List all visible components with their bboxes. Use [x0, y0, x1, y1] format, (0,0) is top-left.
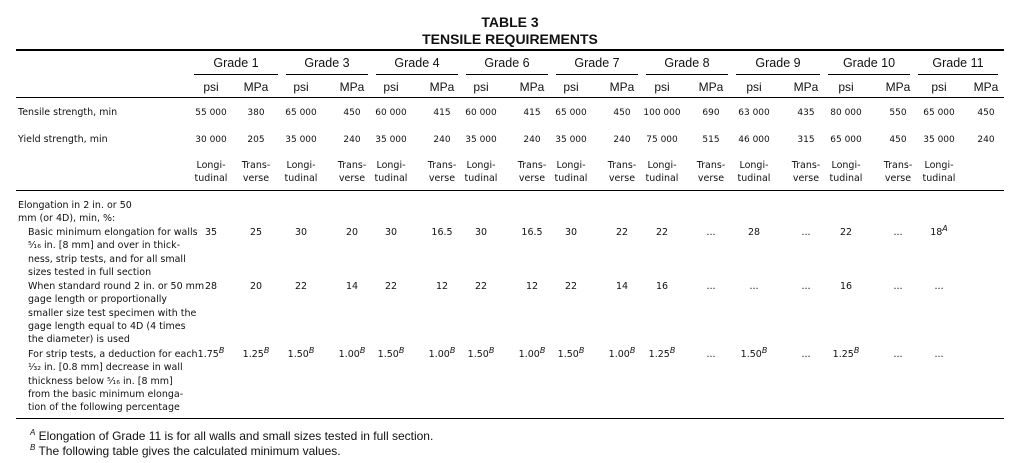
basic-elongation-value: 30 — [564, 227, 578, 238]
footnote: $^A$ Elongation of Grade 11 is for all walls and small sizes tested in full section. — [30, 428, 434, 443]
table-cell: 35 000 — [375, 135, 407, 145]
strip-deduction-value: $1.50^B$ — [467, 345, 495, 360]
unit-header: psi — [473, 80, 489, 94]
round-elongation-value: ... — [749, 281, 759, 292]
strip-deduction-value: $1.75^B$ — [197, 345, 225, 360]
strip-deduction-value: ... — [706, 349, 716, 360]
round-elongation-value: 22 — [564, 281, 578, 292]
table-cell: 75 000 — [646, 135, 678, 145]
direction-header: Longi- tudinal — [829, 160, 863, 184]
table-cell: 30 000 — [195, 135, 227, 145]
unit-header: psi — [383, 80, 399, 94]
strip-deduction-value: $1.50^B$ — [557, 345, 585, 360]
direction-header: Longi- tudinal — [194, 160, 228, 184]
round-elongation-value: 22 — [384, 281, 398, 292]
basic-elongation-value: 16.5 — [521, 227, 543, 238]
round-elongation-value: 14 — [615, 281, 629, 292]
unit-header: psi — [293, 80, 309, 94]
unit-header: psi — [563, 80, 579, 94]
direction-header: Longi- tudinal — [374, 160, 408, 184]
table-cell: 450 — [343, 108, 361, 118]
basic-elongation-value: 25 — [249, 227, 263, 238]
grade-header: Grade 3 — [304, 56, 350, 70]
table-cell: 65 000 — [285, 108, 317, 118]
unit-header: MPa — [429, 80, 455, 94]
bottom-rule — [16, 418, 1004, 419]
table-cell: 55 000 — [195, 108, 227, 118]
grade-header: Grade 1 — [213, 56, 259, 70]
unit-header: MPa — [243, 80, 269, 94]
grade-underline — [828, 74, 910, 75]
strip-deduction-value: $1.25^B$ — [242, 345, 270, 360]
direction-header: Trans- verse — [791, 160, 821, 184]
direction-header: Longi- tudinal — [554, 160, 588, 184]
grade-header: Grade 9 — [755, 56, 801, 70]
unit-header: psi — [931, 80, 947, 94]
direction-header: Longi- tudinal — [464, 160, 498, 184]
unit-header: MPa — [973, 80, 999, 94]
table-cell: 35 000 — [923, 135, 955, 145]
basic-elongation-value: 30 — [474, 227, 488, 238]
basic-elongation-value: 30 — [384, 227, 398, 238]
grade-header: Grade 8 — [664, 56, 710, 70]
table-cell: 35 000 — [555, 135, 587, 145]
unit-header: MPa — [885, 80, 911, 94]
unit-header: MPa — [339, 80, 365, 94]
strip-deduction-value: ... — [934, 349, 944, 360]
table-cell: 240 — [977, 135, 995, 145]
direction-header: Longi- tudinal — [645, 160, 679, 184]
strip-deduction-value: $1.50^B$ — [287, 345, 315, 360]
basic-elongation-value: 20 — [345, 227, 359, 238]
round-elongation-value: ... — [706, 281, 716, 292]
grade-underline — [646, 74, 728, 75]
unit-header: psi — [746, 80, 762, 94]
elongation-heading: Elongation in 2 in. or 50 mm (or 4D), min, %: — [18, 200, 132, 225]
grade-underline — [376, 74, 458, 75]
grade-underline — [466, 74, 548, 75]
round-elongation-value: 12 — [435, 281, 449, 292]
grade-header: Grade 11 — [932, 56, 984, 70]
table-cell: 63 000 — [738, 108, 770, 118]
grade-underline — [194, 74, 278, 75]
direction-header: Trans- verse — [241, 160, 271, 184]
grade-header: Grade 4 — [394, 56, 440, 70]
round-elongation-value: 12 — [525, 281, 539, 292]
grade-underline — [286, 74, 368, 75]
round-elongation-value: ... — [934, 281, 944, 292]
basic-elongation-value: 35 — [204, 227, 218, 238]
round-elongation-value: 16 — [839, 281, 853, 292]
table-cell: 60 000 — [375, 108, 407, 118]
strip-deduction-value: ... — [801, 349, 811, 360]
strip-deduction-value: ... — [893, 349, 903, 360]
strip-deduction-value: $1.50^B$ — [740, 345, 768, 360]
direction-header: Trans- verse — [517, 160, 547, 184]
round-elongation-value: ... — [801, 281, 811, 292]
strip-deduction-value: $1.00^B$ — [518, 345, 546, 360]
basic-elongation-value: 30 — [294, 227, 308, 238]
table-cell: 65 000 — [923, 108, 955, 118]
round-elongation-value: 14 — [345, 281, 359, 292]
strip-deduction-value: $1.00^B$ — [428, 345, 456, 360]
table-cell: 415 — [523, 108, 541, 118]
table-cell: 205 — [247, 135, 265, 145]
strip-deduction-value: $1.50^B$ — [377, 345, 405, 360]
table-cell: 35 000 — [285, 135, 317, 145]
strip-deduction-value: $1.00^B$ — [338, 345, 366, 360]
round-elongation-value: 22 — [294, 281, 308, 292]
unit-header: MPa — [609, 80, 635, 94]
header-rule — [16, 97, 1004, 98]
table-cell: 35 000 — [465, 135, 497, 145]
round-elongation-value: ... — [893, 281, 903, 292]
table-cell: 690 — [702, 108, 720, 118]
grade-underline — [918, 74, 998, 75]
unit-header: MPa — [698, 80, 724, 94]
round-elongation-value: 16 — [655, 281, 669, 292]
table-title: TENSILE REQUIREMENTS — [422, 31, 598, 47]
table-cell: 100 000 — [643, 108, 681, 118]
direction-header: Trans- verse — [883, 160, 913, 184]
basic-elongation-value: ... — [801, 227, 811, 238]
basic-elongation-value: 28 — [747, 227, 761, 238]
strip-deduction-label: For strip tests, a deduction for each ¹⁄₃₂ in. [0.8 mm] decrease in wall thickness below ⁵⁄₁₆ in. [8 mm] from the basic minimum elonga- tion of the following percentage — [28, 349, 198, 414]
round-elongation-value: 28 — [204, 281, 218, 292]
table-cell: 450 — [889, 135, 907, 145]
table-cell: 65 000 — [555, 108, 587, 118]
basic-elongation-value: $18^A$ — [930, 223, 948, 238]
direction-header: Longi- tudinal — [922, 160, 956, 184]
direction-header: Longi- tudinal — [737, 160, 771, 184]
grade-header: Grade 10 — [842, 56, 896, 70]
basic-elongation-value: ... — [706, 227, 716, 238]
table-cell: 415 — [433, 108, 451, 118]
unit-header: MPa — [519, 80, 545, 94]
strip-deduction-value: $1.00^B$ — [608, 345, 636, 360]
table-cell: 515 — [702, 135, 720, 145]
table-cell: 240 — [613, 135, 631, 145]
table-cell: 315 — [797, 135, 815, 145]
row-label: Yield strength, min — [18, 134, 108, 145]
direction-header: Trans- verse — [607, 160, 637, 184]
direction-header: Trans- verse — [427, 160, 457, 184]
grade-underline — [736, 74, 820, 75]
unit-header: MPa — [793, 80, 819, 94]
footnote: $^B$ The following table gives the calculated minimum values. — [30, 443, 341, 458]
round-specimen-label: When standard round 2 in. or 50 mm gage length or proportionally smaller size test specimen with the gage length equal to 4D (4 times the diameter) is used — [28, 281, 205, 346]
strip-deduction-value: $1.25^B$ — [832, 345, 860, 360]
grade-header: Grade 6 — [484, 56, 530, 70]
basic-elongation-value: 22 — [615, 227, 629, 238]
grade-header: Grade 7 — [574, 56, 620, 70]
top-rule — [16, 49, 1004, 51]
table-cell: 240 — [433, 135, 451, 145]
row-label: Tensile strength, min — [18, 107, 118, 118]
basic-elongation-value: 16.5 — [431, 227, 453, 238]
unit-header: psi — [838, 80, 854, 94]
basic-elongation-value: ... — [893, 227, 903, 238]
basic-elongation-value: 22 — [655, 227, 669, 238]
basic-elongation-label: Basic minimum elongation for walls ⁵⁄₁₆ in. [8 mm] and over in thick- ness, strip tests, and for all small sizes tested in full section — [28, 227, 198, 278]
direction-rule — [16, 190, 1004, 191]
table-cell: 240 — [523, 135, 541, 145]
direction-header: Trans- verse — [696, 160, 726, 184]
round-elongation-value: 22 — [474, 281, 488, 292]
table-cell: 65 000 — [830, 135, 862, 145]
table-cell: 435 — [797, 108, 815, 118]
table-cell: 450 — [613, 108, 631, 118]
table-cell: 60 000 — [465, 108, 497, 118]
basic-elongation-value: 22 — [839, 227, 853, 238]
direction-header: Longi- tudinal — [284, 160, 318, 184]
table-cell: 240 — [343, 135, 361, 145]
grade-underline — [556, 74, 638, 75]
unit-header: psi — [203, 80, 219, 94]
strip-deduction-value: $1.25^B$ — [648, 345, 676, 360]
table-cell: 450 — [977, 108, 995, 118]
table-cell: 380 — [247, 108, 265, 118]
direction-header: Trans- verse — [337, 160, 367, 184]
unit-header: psi — [654, 80, 670, 94]
table-cell: 46 000 — [738, 135, 770, 145]
table-cell: 550 — [889, 108, 907, 118]
round-elongation-value: 20 — [249, 281, 263, 292]
table-cell: 80 000 — [830, 108, 862, 118]
table-number: TABLE 3 — [481, 14, 539, 30]
